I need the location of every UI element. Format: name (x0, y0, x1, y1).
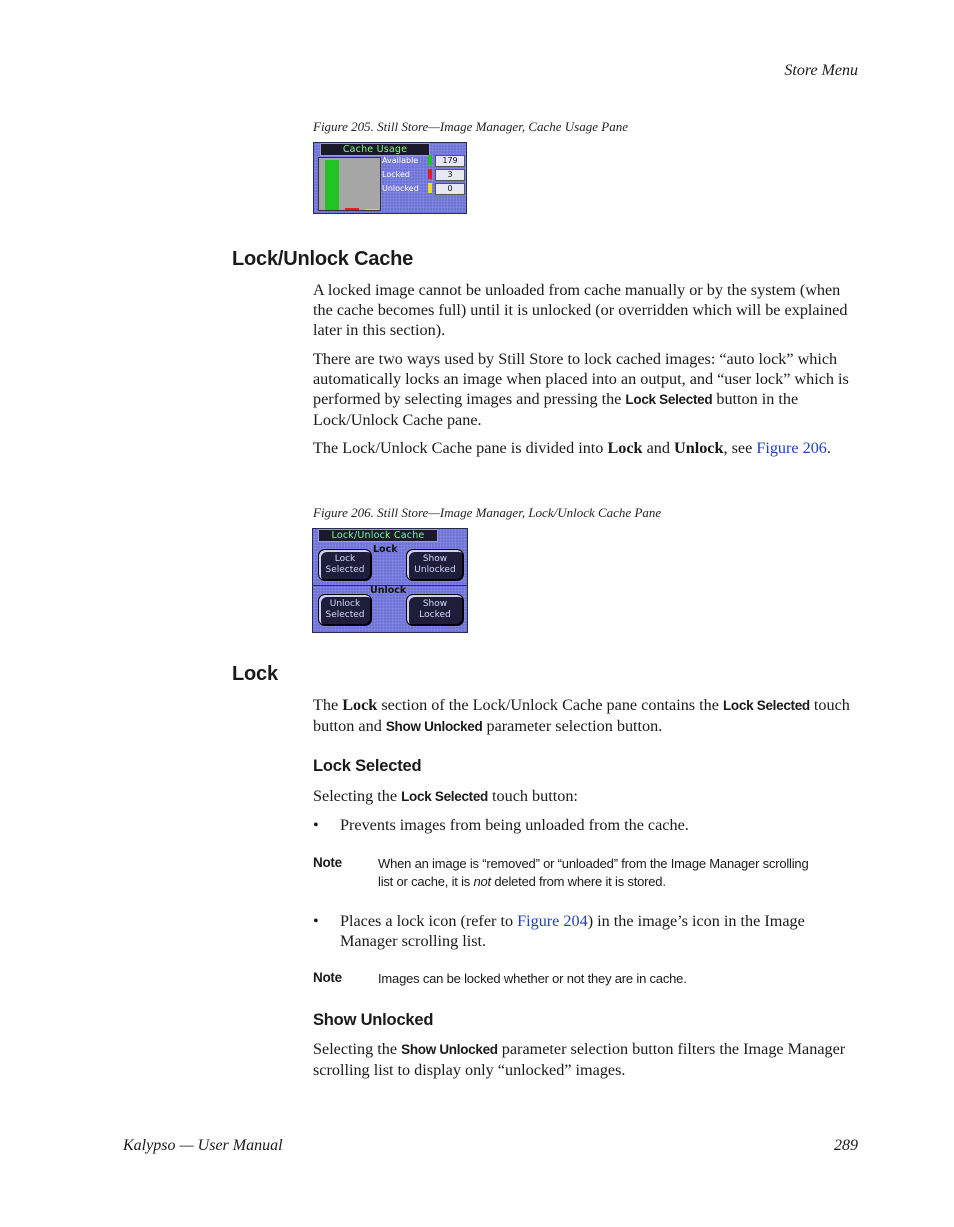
lock-section-label: Lock (373, 544, 398, 555)
ui-term-lock-selected: Lock Selected (625, 392, 713, 407)
note-text-part: When an image is “removed” or “unloaded” from the Image Manager scrolling list or cache, it is (378, 856, 809, 889)
para-text: , see (723, 439, 757, 457)
para-text: The (313, 696, 343, 714)
heading-show-unlocked: Show Unlocked (313, 1011, 434, 1029)
para-locked-image (313, 280, 858, 340)
note-text-part: deleted from where it is stored. (490, 874, 666, 889)
bullet-prevents (313, 815, 858, 835)
heading-lock-selected: Lock Selected (313, 757, 422, 775)
term-lock: Lock (342, 696, 378, 714)
figure-206-caption: Figure 206. Still Store—Image Manager, Lock/Unlock Cache Pane (313, 505, 662, 520)
lock-unlock-pane (312, 528, 468, 633)
para-lock-section (313, 695, 858, 737)
cache-usage-pane (313, 142, 467, 214)
ui-term-lock-selected: Lock Selected (722, 698, 810, 713)
button-label-line: Unlocked (414, 565, 456, 575)
unlocked-label: Unlocked (382, 184, 419, 193)
note-text (378, 855, 818, 891)
para-lock-selected-intro (313, 786, 858, 807)
cache-usage-title: Cache Usage (320, 143, 430, 156)
para-text: button in the Lock/Unlock Cache pane. (313, 390, 799, 429)
button-label-line: Selected (325, 610, 365, 620)
footer-title: Kalypso — User Manual (123, 1137, 283, 1154)
para-show-unlocked (313, 1039, 858, 1080)
show-locked-button[interactable] (406, 594, 464, 626)
unlocked-bar (365, 209, 379, 210)
ui-term-lock-selected: Lock Selected (401, 789, 488, 804)
bullet-text: Places a lock icon (refer to (340, 912, 518, 930)
para-text: The Lock/Unlock Cache pane is divided into (313, 439, 608, 457)
link-figure-204[interactable]: Figure 204 (517, 912, 588, 930)
button-label-line: Unlock (329, 599, 361, 609)
bullet-text: Prevents images from being unloaded from the cache. (340, 816, 689, 834)
button-label-line: Show (422, 599, 448, 609)
unlocked-swatch (428, 183, 432, 193)
lock-selected-button[interactable] (318, 549, 372, 581)
locked-bar (345, 208, 359, 210)
ui-term-show-unlocked: Show Unlocked (385, 719, 483, 734)
para-text: and (642, 439, 675, 457)
running-header: Store Menu (784, 62, 858, 79)
heading-lock: Lock (232, 663, 278, 685)
para-text: . (826, 439, 831, 457)
cache-usage-graph (318, 157, 381, 211)
locked-swatch (428, 169, 432, 179)
para-text: touch button and (313, 696, 850, 735)
unlock-selected-button[interactable] (318, 594, 372, 626)
note-label: Note (313, 855, 342, 870)
button-label-line: Selected (325, 565, 365, 575)
available-label: Available (382, 156, 419, 165)
para-text: Selecting the (313, 1040, 402, 1058)
term-lock: Lock (607, 439, 643, 457)
available-value: 179 (435, 155, 465, 167)
para-text: parameter selection button filters the Image Manager scrolling list to display only “unlocked” images. (313, 1040, 846, 1079)
para-text: parameter selection button. (482, 717, 663, 735)
locked-label: Locked (382, 170, 410, 179)
note-text: Images can be locked whether or not they are in cache. (378, 971, 687, 986)
unlock-section-label: Unlock (370, 585, 407, 596)
button-label-line: Locked (419, 610, 451, 620)
locked-value: 3 (435, 169, 465, 181)
bullet-dot: • (313, 816, 319, 834)
ui-term-show-unlocked: Show Unlocked (401, 1042, 498, 1057)
heading-lock-unlock-cache: Lock/Unlock Cache (232, 248, 414, 270)
para-text: touch button: (488, 787, 578, 805)
para-text: A locked image cannot be unloaded from cache manually or by the system (when the cache becomes full) until it is unlocked (or overridden which will be explained later in this section). (313, 281, 848, 339)
para-text: There are two ways used by Still Store to lock cached images: “auto lock” which automatically locks an image when placed into an output, and “user lock” which is performed by selecting images and pressing the (313, 350, 849, 408)
button-label-line: Lock (334, 554, 356, 564)
available-bar (325, 160, 339, 210)
figure-205-caption: Figure 205. Still Store—Image Manager, Cache Usage Pane (313, 119, 628, 134)
para-divided (313, 438, 858, 458)
show-unlocked-button[interactable] (406, 549, 464, 581)
para-text: section of the Lock/Unlock Cache pane contains the (377, 696, 723, 714)
lock-unlock-title: Lock/Unlock Cache (318, 529, 438, 542)
note-emphasis: not (473, 874, 491, 889)
note-label: Note (313, 970, 342, 985)
para-two-ways (313, 349, 858, 430)
page-number: 289 (834, 1137, 858, 1154)
term-unlock: Unlock (674, 439, 724, 457)
unlocked-value: 0 (435, 183, 465, 195)
bullet-text: ) in the image’s icon in the Image Manager scrolling list. (340, 912, 805, 950)
button-label-line: Show (422, 554, 448, 564)
bullet-lock-icon (313, 911, 858, 951)
bullet-dot: • (313, 912, 319, 930)
link-figure-206[interactable]: Figure 206 (756, 439, 827, 457)
available-swatch (428, 155, 432, 165)
para-text: Selecting the (313, 787, 402, 805)
